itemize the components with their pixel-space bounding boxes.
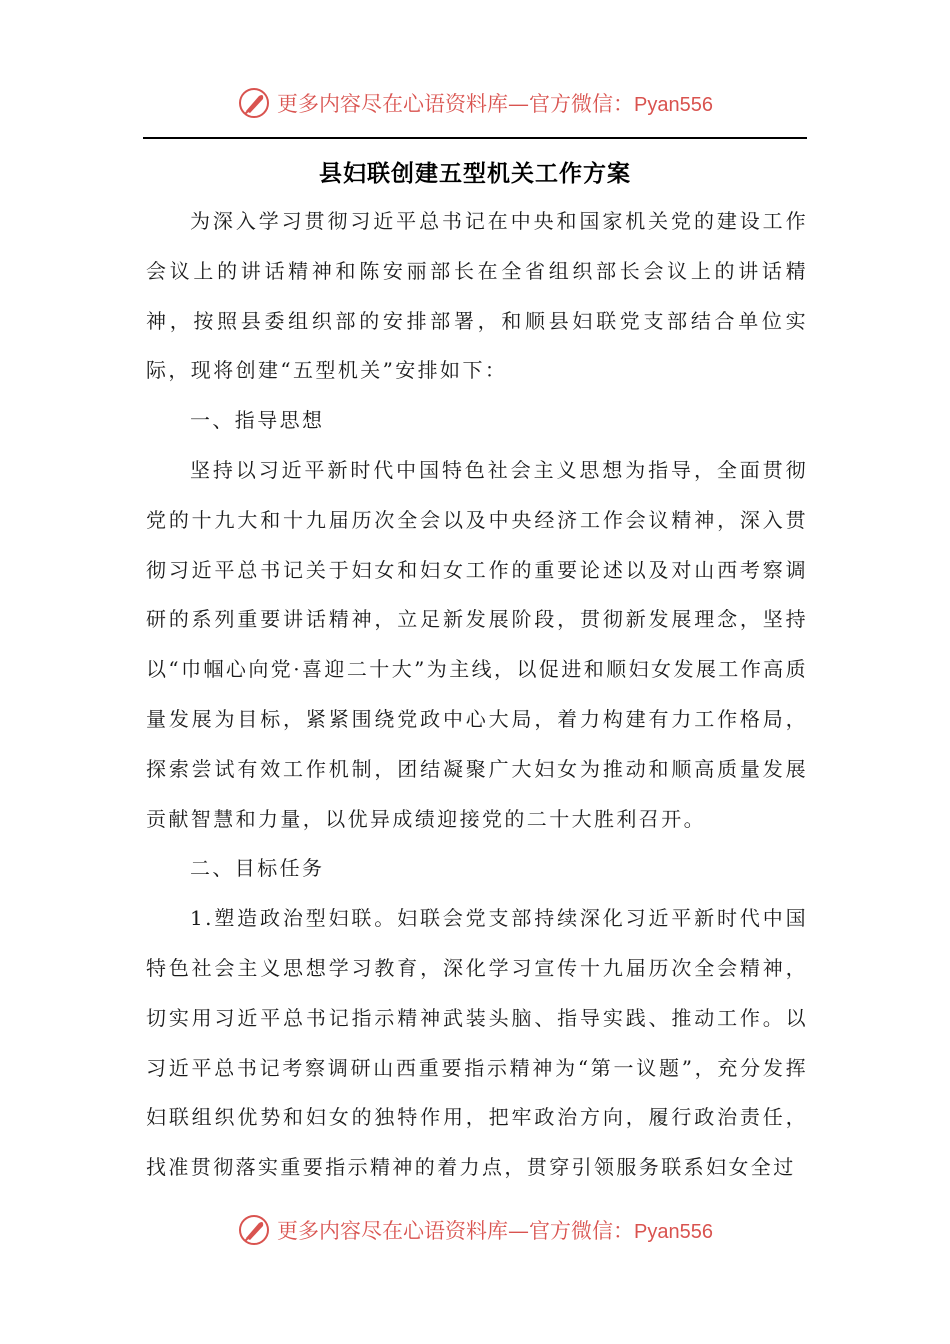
document-body [146,197,808,1193]
section-heading-2: 二、目标任务 [190,856,325,881]
paragraph-guiding-thought: 坚持以习近平新时代中国特色社会主义思想为指导，全面贯彻党的十九大和十九届历次全会以及中央经济工作会议精神，深入贯彻习近平总书记关于妇女和妇女工作的重要论述以及对山西考察调研的系列重要讲话精神，立足新发展阶段，贯彻新发展理念，坚持以“巾帼心向党·喜迎二十大”为主线，以促进和顺妇女发展工作高质量发展为目标，紧紧围绕党政中心大局，着力构建有力工作格局，探索尝试有效工作机制，团结凝聚广大妇女为推动和顺高质量发展贡献智慧和力量，以优异成绩迎接党的二十大胜利召开。 [146,457,808,831]
section-heading-1: 一、指导思想 [190,408,325,433]
header-divider [143,137,807,139]
watermark-banner-bottom [0,1210,950,1250]
watermark-banner-top [0,83,950,123]
quill-pen-logo-icon [237,86,271,120]
watermark-handle: Pyan556 [634,1221,713,1243]
watermark-text: 更多内容尽在心语资料库—官方微信：Pyan556 [277,92,713,116]
paragraph-political-type: 1.塑造政治型妇联。妇联会党支部持续深化习近平新时代中国特色社会主义思想学习教育，深化学习宣传十九届历次全会精神，切实用习近平总书记指示精神武装头脑、指导实践、推动工作。以习近平总书记考察调研山西重要指示精神为“第一议题”，充分发挥妇联组织优势和妇女的独特作用，把牢政治方向，履行政治责任，找准贯彻落实重要指示精神的着力点，贯穿引领服务联系妇女全过 [146,906,808,1180]
quill-pen-logo-icon [237,1213,271,1247]
document-title: 县妇联创建五型机关工作方案 [319,160,631,187]
paragraph-intro: 为深入学习贯彻习近平总书记在中央和国家机关党的建设工作会议上的讲话精神和陈安丽部长在全省组织部长会议上的讲话精神，按照县委组织部的安排部署，和顺县妇联党支部结合单位实际，现将创建“五型机关”安排如下： [146,209,808,383]
watermark-text: 更多内容尽在心语资料库—官方微信：Pyan556 [277,1219,713,1243]
watermark-handle: Pyan556 [634,94,713,116]
